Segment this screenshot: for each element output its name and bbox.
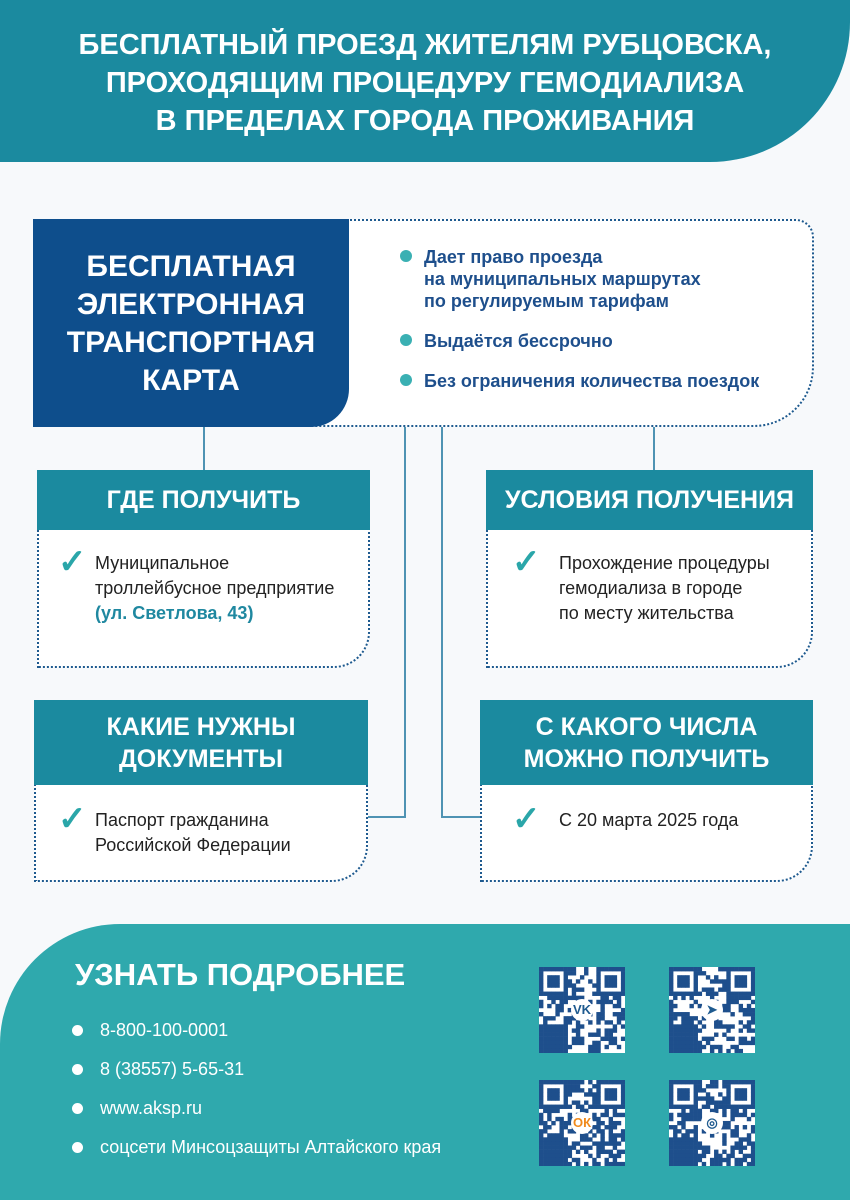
benefit-line: Дает право проезда	[424, 247, 603, 267]
bullet-dot-icon	[400, 374, 412, 386]
card-benefits-list	[400, 246, 800, 410]
title-line: БЕСПЛАТНЫЙ ПРОЕЗД ЖИТЕЛЯМ РУБЦОВСКА,	[78, 29, 772, 61]
card-title-line: ТРАНСПОРТНАЯ	[66, 326, 316, 359]
benefit-line: по регулируемым тарифам	[424, 291, 669, 311]
qr-code-vk[interactable]	[539, 967, 625, 1053]
documents-line: Российской Федерации	[95, 835, 291, 855]
where-text	[95, 551, 334, 626]
footer-item-label: 8 (38557) 5-65-31	[100, 1059, 245, 1079]
checkmark-icon: ✓	[58, 543, 87, 581]
bullet-dot-icon	[72, 1142, 83, 1153]
page-title	[40, 26, 810, 140]
title-line: ПРОХОДЯЩИМ ПРОЦЕДУРУ ГЕМОДИАЛИЗА	[105, 67, 745, 99]
telegram-icon: ➤	[701, 999, 723, 1021]
qr-code-website[interactable]	[669, 1080, 755, 1166]
card-title-line: ЭЛЕКТРОННАЯ	[76, 288, 306, 321]
globe-icon: ◎	[701, 1112, 723, 1134]
date-heading	[480, 700, 813, 785]
transport-card-title	[33, 219, 349, 427]
bullet-dot-icon	[400, 334, 412, 346]
date-value: С 20 марта 2025 года	[559, 810, 739, 830]
footer-item-website[interactable]	[72, 1097, 202, 1119]
where-line: Муниципальное	[95, 553, 230, 573]
bullet-dot-icon	[72, 1025, 83, 1036]
connector-line	[404, 427, 406, 818]
where-line: троллейбусное предприятие	[95, 578, 335, 598]
footer-title: УЗНАТЬ ПОДРОБНЕЕ	[75, 957, 406, 992]
conditions-heading	[486, 470, 813, 530]
benefit-line: Без ограничения количества поездок	[424, 371, 760, 391]
documents-text	[95, 808, 291, 858]
where-title: ГДЕ ПОЛУЧИТЬ	[106, 486, 301, 514]
documents-line: Паспорт гражданина	[95, 810, 269, 830]
checkmark-icon: ✓	[512, 800, 541, 838]
benefit-item	[400, 246, 800, 312]
bullet-dot-icon	[400, 250, 412, 262]
where-address: (ул. Светлова, 43)	[95, 603, 254, 623]
bullet-dot-icon	[72, 1103, 83, 1114]
benefit-line: Выдаётся бессрочно	[424, 331, 613, 351]
title-line: В ПРЕДЕЛАХ ГОРОДА ПРОЖИВАНИЯ	[155, 105, 695, 137]
footer-item-phone-2[interactable]	[72, 1058, 244, 1080]
connector-line	[441, 427, 443, 818]
connector-line	[203, 427, 205, 470]
qr-code-telegram[interactable]	[669, 967, 755, 1053]
odnoklassniki-icon: ОК	[571, 1112, 593, 1134]
documents-title-line: КАКИЕ НУЖНЫ	[106, 712, 296, 741]
benefit-line: на муниципальных маршрутах	[424, 269, 701, 289]
date-text	[559, 808, 738, 833]
conditions-text	[559, 551, 770, 626]
checkmark-icon: ✓	[58, 800, 87, 838]
conditions-line: Прохождение процедуры	[559, 553, 770, 573]
footer-item-phone-1[interactable]	[72, 1019, 228, 1041]
vk-icon: VK	[571, 999, 593, 1021]
where-heading	[37, 470, 370, 530]
footer-item-label: 8-800-100-0001	[100, 1020, 229, 1040]
bullet-dot-icon	[72, 1064, 83, 1075]
conditions-line: гемодиализа в городе	[559, 578, 743, 598]
footer-item-social[interactable]	[72, 1136, 441, 1158]
connector-line	[368, 816, 406, 818]
header-banner	[0, 0, 850, 162]
footer-item-label: www.aksp.ru	[100, 1098, 203, 1118]
date-title-line: МОЖНО ПОЛУЧИТЬ	[523, 744, 770, 773]
benefit-item	[400, 370, 800, 392]
date-title-line: С КАКОГО ЧИСЛА	[535, 712, 758, 741]
conditions-title: УСЛОВИЯ ПОЛУЧЕНИЯ	[504, 486, 795, 514]
documents-title-line: ДОКУМЕНТЫ	[119, 744, 283, 773]
conditions-line: по месту жительства	[559, 603, 734, 623]
checkmark-icon: ✓	[512, 543, 541, 581]
card-title-line: КАРТА	[142, 364, 240, 397]
footer-item-label: соцсети Минсоцзащиты Алтайского края	[100, 1137, 442, 1157]
documents-heading	[34, 700, 368, 785]
connector-line	[653, 427, 655, 470]
qr-code-odnoklassniki[interactable]	[539, 1080, 625, 1166]
connector-line	[441, 816, 481, 818]
card-title-line: БЕСПЛАТНАЯ	[86, 250, 296, 283]
benefit-item	[400, 330, 800, 352]
